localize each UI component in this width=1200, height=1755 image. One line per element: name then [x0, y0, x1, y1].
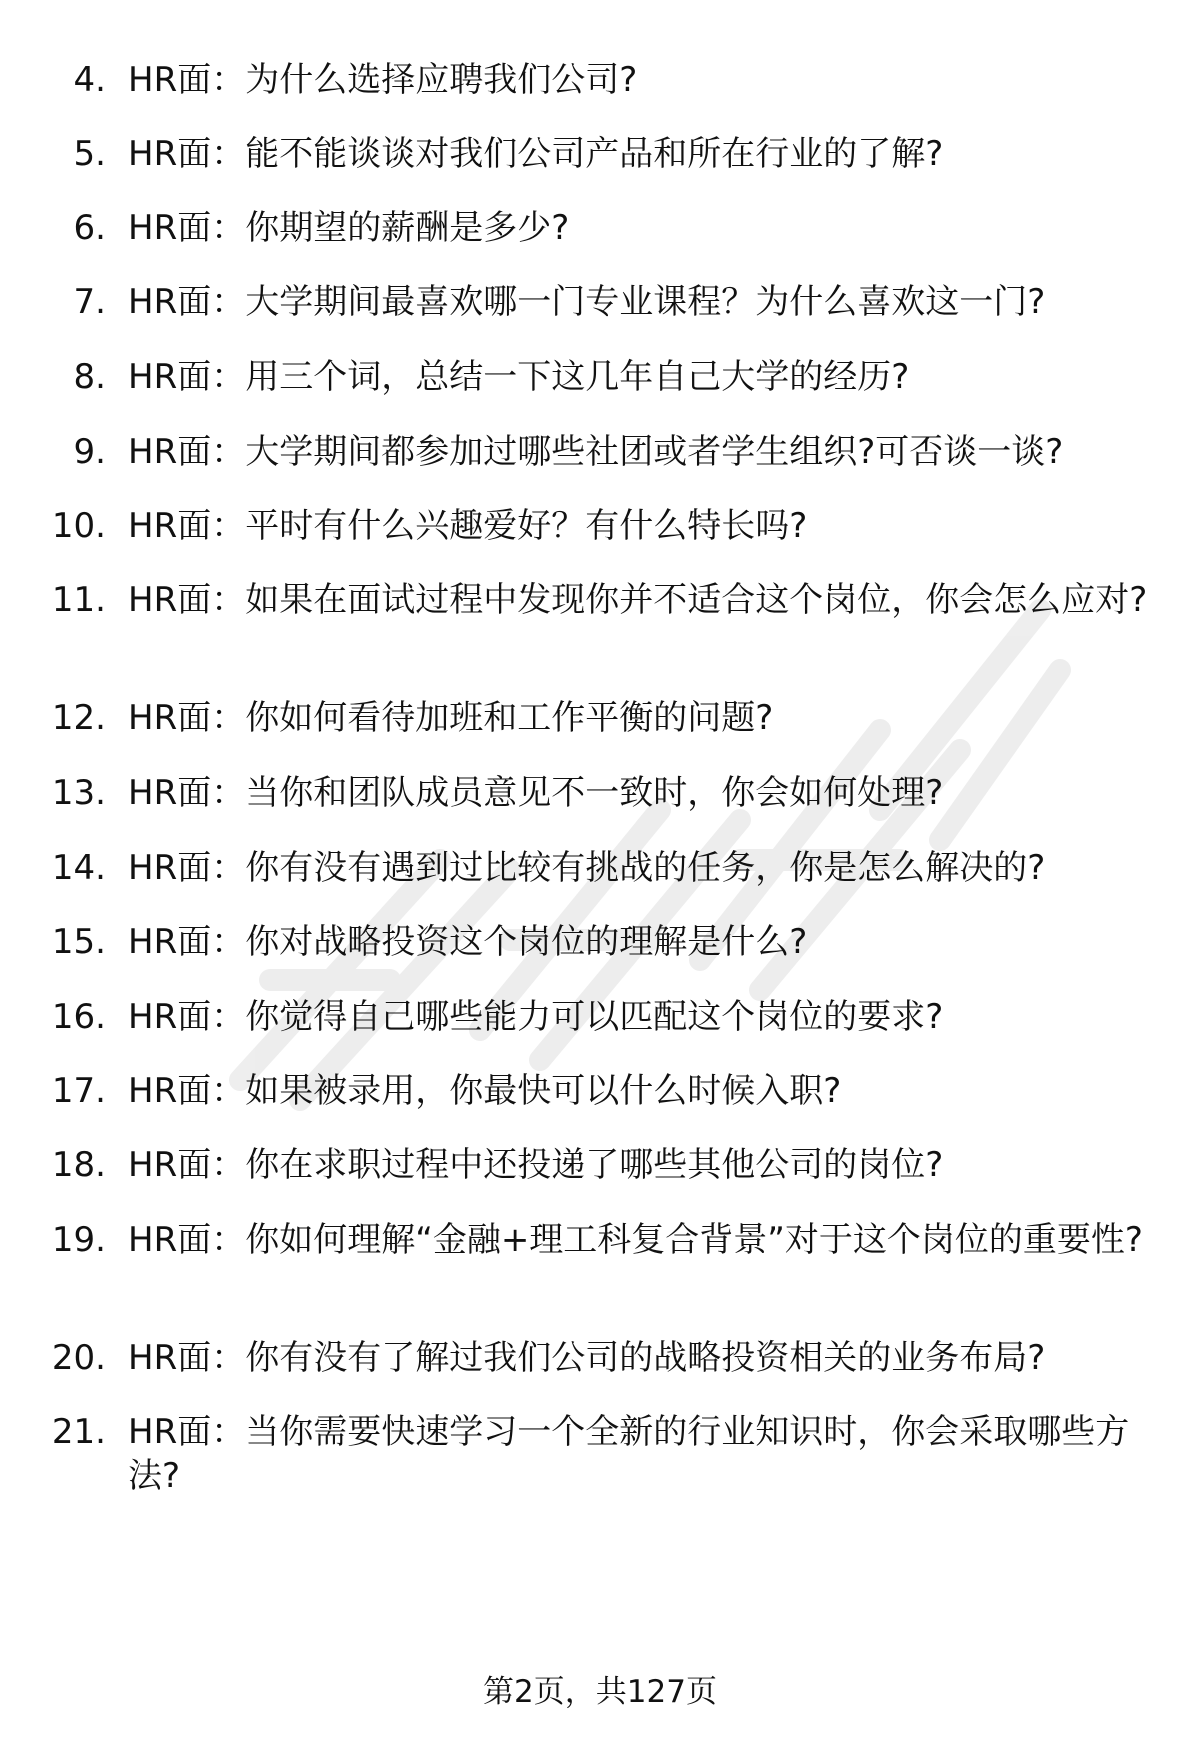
question-number: 7.: [73, 282, 106, 322]
question-body: [128, 920, 1158, 964]
question-text: 你觉得自己哪些能力可以匹配这个岗位的要求?: [245, 997, 944, 1037]
question-prefix: HR面：: [128, 208, 246, 248]
question-text: 你对战略投资这个岗位的理解是什么?: [245, 922, 808, 962]
question-number: 21.: [51, 1412, 106, 1452]
question-prefix: HR面：: [128, 60, 246, 100]
question-prefix: HR面：: [128, 1338, 246, 1378]
question-text: 你期望的薪酬是多少?: [245, 208, 570, 248]
question-text: 你有没有遇到过比较有挑战的任务，你是怎么解决的?: [245, 848, 1046, 888]
question-text: 用三个词，总结一下这几年自己大学的经历?: [245, 357, 910, 397]
question-prefix: HR面：: [128, 922, 246, 962]
question-prefix: HR面：: [128, 580, 246, 620]
question-number: 20.: [51, 1338, 106, 1378]
question-body: [128, 58, 1158, 102]
question-prefix: HR面：: [128, 506, 246, 546]
question-number: 18.: [51, 1145, 106, 1185]
question-number: 11.: [51, 580, 106, 620]
question-number: 15.: [51, 922, 106, 962]
question-body: [128, 1143, 1158, 1187]
question-text: 当你和团队成员意见不一致时，你会如何处理?: [245, 773, 944, 813]
question-body: [128, 995, 1158, 1039]
question-number: 13.: [51, 773, 106, 813]
question-number: 14.: [51, 848, 106, 888]
question-text: 如果在面试过程中发现你并不适合这个岗位，你会怎么应对?: [245, 580, 1148, 620]
question-body: [128, 1410, 1158, 1498]
question-number: 12.: [51, 698, 106, 738]
question-text: 大学期间都参加过哪些社团或者学生组织?可否谈一谈?: [245, 432, 1064, 472]
question-body: [128, 578, 1158, 622]
question-prefix: HR面：: [128, 1071, 246, 1111]
question-prefix: HR面：: [128, 698, 246, 738]
question-number: 5.: [73, 134, 106, 174]
question-body: [128, 430, 1158, 474]
question-number: 10.: [51, 506, 106, 546]
question-prefix: HR面：: [128, 848, 246, 888]
question-body: [128, 846, 1158, 890]
question-body: [128, 696, 1158, 740]
question-text: 为什么选择应聘我们公司?: [245, 60, 638, 100]
question-text: 你如何看待加班和工作平衡的问题?: [245, 698, 774, 738]
question-prefix: HR面：: [128, 773, 246, 813]
question-prefix: HR面：: [128, 1220, 246, 1260]
question-number: 17.: [51, 1071, 106, 1111]
question-body: [128, 1336, 1158, 1380]
question-body: [128, 1218, 1158, 1262]
question-prefix: HR面：: [128, 134, 246, 174]
question-prefix: HR面：: [128, 997, 246, 1037]
question-body: [128, 1069, 1158, 1113]
question-number: 4.: [73, 60, 106, 100]
question-text: 如果被录用，你最快可以什么时候入职?: [245, 1071, 842, 1111]
page-footer: 第2页，共127页: [483, 1674, 717, 1710]
question-body: [128, 504, 1158, 548]
question-prefix: HR面：: [128, 1145, 246, 1185]
question-text: 你有没有了解过我们公司的战略投资相关的业务布局?: [245, 1338, 1046, 1378]
question-prefix: HR面：: [128, 357, 246, 397]
question-prefix: HR面：: [128, 282, 246, 322]
question-body: [128, 355, 1158, 399]
question-number: 16.: [51, 997, 106, 1037]
question-body: [128, 206, 1158, 250]
question-number: 6.: [73, 208, 106, 248]
question-body: [128, 132, 1158, 176]
question-number: 9.: [73, 432, 106, 472]
question-prefix: HR面：: [128, 1412, 246, 1452]
question-text: 你在求职过程中还投递了哪些其他公司的岗位?: [245, 1145, 944, 1185]
question-text: 能不能谈谈对我们公司产品和所在行业的了解?: [245, 134, 944, 174]
question-body: [128, 280, 1158, 324]
question-text: 平时有什么兴趣爱好？有什么特长吗?: [245, 506, 808, 546]
question-prefix: HR面：: [128, 432, 246, 472]
question-number: 8.: [73, 357, 106, 397]
question-text: 大学期间最喜欢哪一门专业课程？为什么喜欢这一门?: [245, 282, 1046, 322]
question-number: 19.: [51, 1220, 106, 1260]
question-body: [128, 771, 1158, 815]
question-text: 当你需要快速学习一个全新的行业知识时，你会采取哪些方法?: [128, 1412, 1130, 1496]
question-text: 你如何理解“金融+理工科复合背景”对于这个岗位的重要性?: [245, 1220, 1143, 1260]
